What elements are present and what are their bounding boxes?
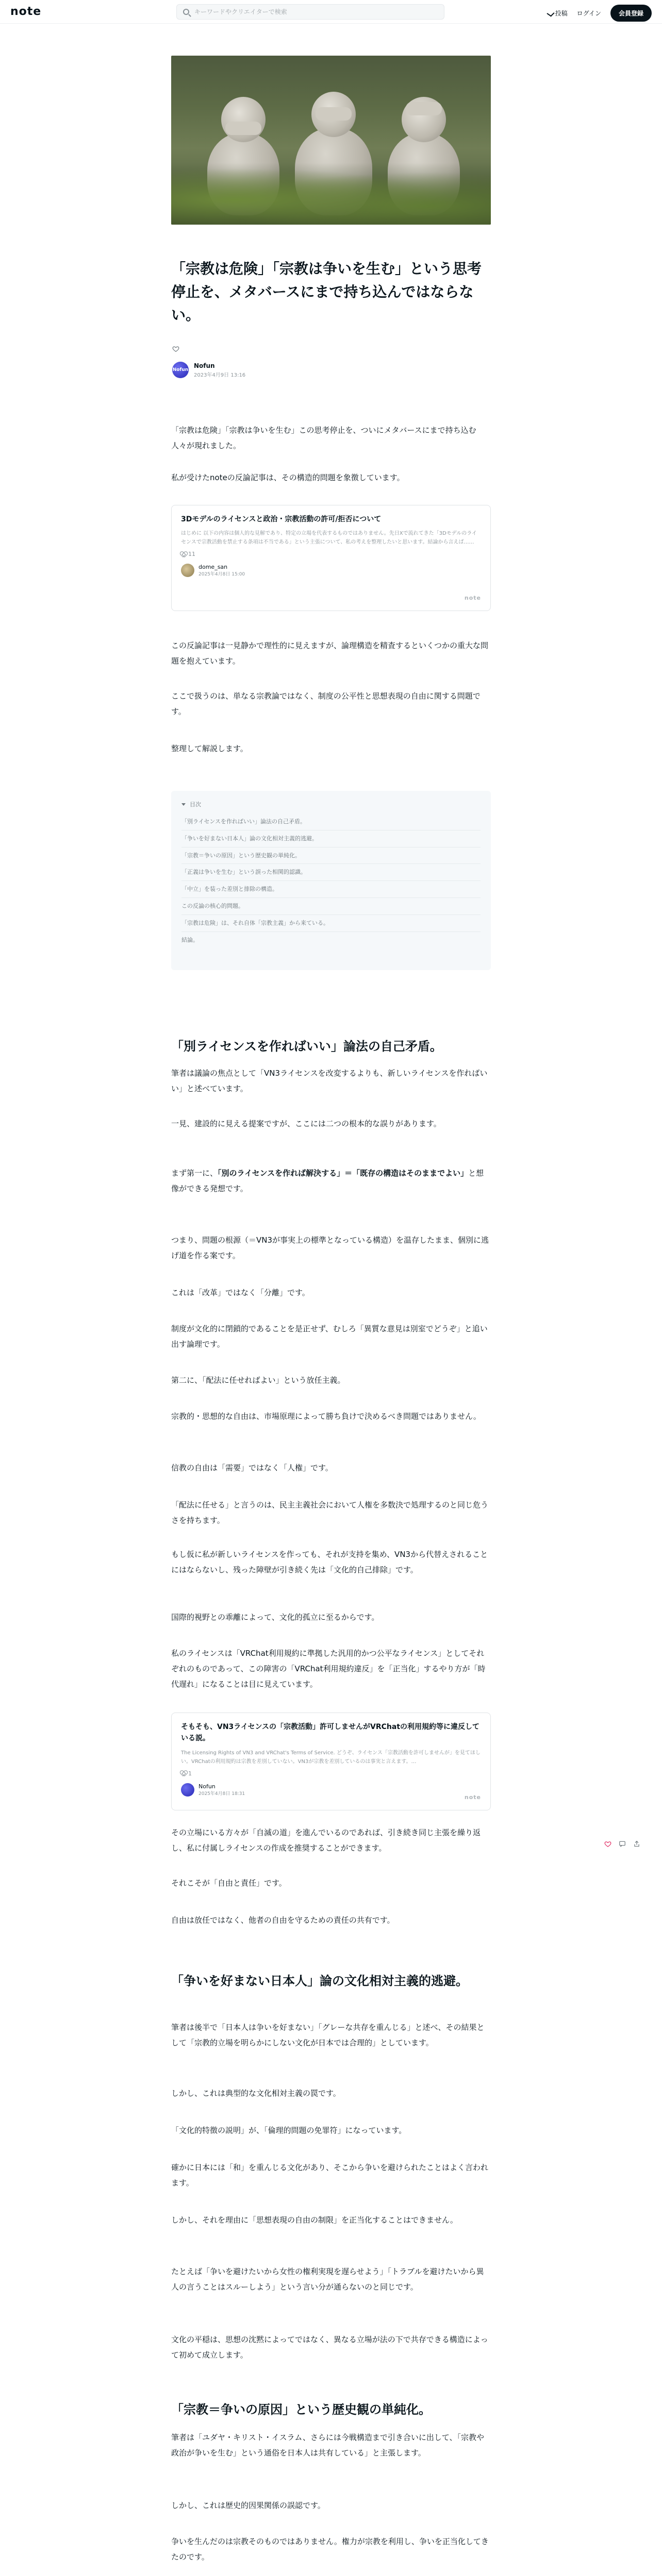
- paragraph: 整理して解説します。: [171, 744, 248, 753]
- share-icon[interactable]: [633, 1840, 640, 1848]
- moss-foreground: [171, 163, 491, 225]
- paragraph: しかし、それを理由に「思想表現の自由の制限」を正当化することはできません。: [171, 2215, 458, 2225]
- login-button[interactable]: ログイン: [576, 10, 601, 17]
- embed-date: 2025年4月8日 18:31: [198, 1791, 245, 1797]
- author-name[interactable]: Nofun: [194, 362, 215, 369]
- paragraph: ここで扱うのは、単なる宗教論ではなく、制度の公平性と思想表現の自由に関する問題です。: [171, 691, 481, 716]
- embed-description: The Licensing Rights of VN3 and VRChat's Terms of Service. どうぞ、ライセンス「宗教活動を許可しませんが」を見てほしい。VRChatの利用規約は宗教を差別していない。VN3が宗教を差別しているのは事実と言えます。…: [181, 1750, 481, 1765]
- paragraph: 筆者は後半で「日本人は争いを好まない」「グレーな共存を重んじる」と述べ、その結果として「宗教的立場を明らかにしない文化が日本では合理的」としています。: [171, 2023, 485, 2047]
- emphasis-text: 「別のライセンスを作れば解決する」＝「既存の構造はそのままでよい」: [218, 1168, 469, 1178]
- paragraph: 制度が文化的に閉鎖的であることを是正せず、むしろ「異質な意見は別室でどうぞ」と追い出す論理です。: [171, 1324, 488, 1349]
- paragraph: 自由は放任ではなく、他者の自由を守るための責任の共有です。: [171, 1916, 395, 1925]
- embed-author-name: dome_san: [198, 564, 228, 571]
- search-box[interactable]: [176, 4, 444, 20]
- post-label: 投稿: [555, 10, 568, 17]
- toc-toggle-icon[interactable]: [181, 803, 186, 806]
- toc-item[interactable]: 「別ライセンスを作ればいい」論法の自己矛盾。: [181, 814, 481, 831]
- paragraph: それこそが「自由と責任」です。: [171, 1878, 287, 1888]
- floating-action-bar: [604, 1840, 640, 1848]
- paragraph: この反論記事は一見静かで理性的に見えますが、論理構造を精査するといくつかの重大な問題を抱えています。: [171, 641, 489, 666]
- paragraph: 信教の自由は「需要」ではなく「人権」です。: [171, 1463, 333, 1472]
- comment-icon[interactable]: [619, 1840, 626, 1848]
- pen-icon: [547, 10, 554, 16]
- paragraph: 宗教的・思想的な自由は、市場原理によって勝ち負けで決めるべき問題ではありません。: [171, 1412, 481, 1421]
- paragraph: 確かに日本には「和」を重んじる文化があり、そこから争いを避けられたことはよく言われます。: [171, 2163, 489, 2188]
- paragraph: 筆者は議論の焦点として「VN3ライセンスを改変するよりも、新しいライセンスを作ればいい」と述べています。: [171, 1069, 488, 1093]
- toc-item[interactable]: 「中立」を装った差別と排除の構造。: [181, 881, 481, 898]
- site-header: [0, 0, 662, 24]
- paragraph: 私が受けたnoteの反論記事は、その構造的問題を象徴しています。: [171, 473, 405, 482]
- paragraph: 一見、建設的に見える提案ですが、ここには二つの根本的な誤りがあります。: [171, 1119, 441, 1128]
- toc-item[interactable]: 「宗教＝争いの原因」という歴史観の単純化。: [181, 848, 481, 865]
- paragraph: まず第一に、「別のライセンスを作れば解決する」＝「既存の構造はそのままでよい」と想像ができる発想です。: [171, 1168, 484, 1193]
- paragraph: 国際的視野との乖離によって、文化的孤立に至るからです。: [171, 1613, 379, 1622]
- search-input[interactable]: [194, 8, 432, 15]
- header-actions: [548, 5, 652, 22]
- signup-button[interactable]: 会員登録: [610, 5, 652, 22]
- post-button[interactable]: [548, 9, 568, 18]
- note-logo[interactable]: note: [10, 5, 42, 18]
- embed-card[interactable]: [171, 1713, 491, 1810]
- search-icon: [183, 9, 189, 15]
- paragraph: 「文化的特徴の説明」が、「倫理的問題の免罪符」になっています。: [171, 2126, 407, 2135]
- author-avatar[interactable]: Nofun: [172, 362, 189, 378]
- paragraph: 争いを生んだのは宗教そのものではありません。権力が宗教を利用し、争いを正当化してきたのです。: [171, 2537, 489, 2562]
- paragraph: つまり、問題の根源（＝VN3が事実上の標準となっている構造）を温存したまま、個別に逃げ道を作る案です。: [171, 1235, 489, 1260]
- note-brand-mark: note: [464, 1794, 481, 1801]
- toc-item[interactable]: 「宗教は危険」は、それ自体「宗教主義」から来ている。: [181, 915, 481, 932]
- embed-title[interactable]: そもそも、VN3ライセンスの「宗教活動」許可しませんがVRChatの利用規約等に違反している説。: [181, 1723, 480, 1743]
- paragraph: これは「改革」ではなく「分離」です。: [171, 1288, 310, 1297]
- paragraph: 筆者は「ユダヤ・キリスト・イスラム、さらには今戦構造まで引き合いに出して、「宗教や政治が争いを生む」という通俗を日本人は共有している」と主張します。: [171, 2433, 485, 2458]
- paragraph: しかし、これは歴史的因果関係の誤認です。: [171, 2501, 325, 2510]
- heart-icon[interactable]: [172, 345, 179, 352]
- embed-card[interactable]: [171, 505, 491, 611]
- author-row[interactable]: [172, 362, 245, 378]
- note-brand-mark: note: [464, 595, 481, 601]
- like-icon[interactable]: [604, 1840, 611, 1848]
- paragraph: 文化の平穏は、思想の沈黙によってではなく、異なる立場が法の下で共存できる構造によって初めて成立します。: [171, 2335, 488, 2360]
- paragraph: しかし、これは典型的な文化相対主義の罠です。: [171, 2089, 341, 2098]
- section-heading: 「別ライセンスを作ればいい」論法の自己矛盾。: [171, 1039, 442, 1054]
- section-heading: 「宗教＝争いの原因」という歴史観の単純化。: [171, 2402, 431, 2417]
- embed-like-count: 11: [181, 551, 481, 557]
- table-of-contents: [171, 791, 491, 970]
- toc-item[interactable]: この反論の核心的問題。: [181, 898, 481, 915]
- embed-like-count: 1: [181, 1770, 481, 1777]
- paragraph: その立場にいる方々が「自滅の道」を進んでいるのであれば、引き続き同じ主張を繰り返し、私に付属しライセンスの作成を推奨することができます。: [171, 1828, 481, 1853]
- paragraph: 「宗教は危険」「宗教は争いを生む」この思考停止を、ついにメタバースにまで持ち込む人々が現れました。: [171, 426, 476, 450]
- toc-item[interactable]: 「争いを好まない日本人」論の文化相対主義的逃避。: [181, 831, 481, 848]
- heart-icon: [181, 552, 186, 557]
- publish-date: 2023年4月9日 13:16: [194, 372, 246, 378]
- embed-title[interactable]: 3Dモデルのライセンスと政治・宗教活動の許可/拒否について: [181, 515, 382, 523]
- paragraph: もし仮に私が新しいライセンスを作っても、それが支持を集め、VN3から代替えされることにはならないし、残った障壁が引き続く先は「文化的自己排除」です。: [171, 1550, 488, 1574]
- paragraph: 第二に、「配法に任せればよい」という放任主義。: [171, 1376, 345, 1385]
- toc-heading[interactable]: 目次: [181, 800, 481, 808]
- embed-author-avatar: [181, 564, 194, 577]
- embed-date: 2025年4月8日 15:00: [198, 572, 245, 578]
- embed-author-avatar: [181, 1783, 194, 1797]
- embed-author-name: Nofun: [198, 1783, 216, 1790]
- paragraph: 「配法に任せる」と言うのは、民主主義社会において人権を多数決で処理するのと同じ危うさを持ちます。: [171, 1500, 489, 1525]
- section-heading: 「争いを好まない日本人」論の文化相対主義的逃避。: [171, 1974, 468, 1988]
- hero-image: [171, 56, 491, 225]
- article-title: 「宗教は危険」「宗教は争いを生む」という思考停止を、メタバースにまで持ち込んではならない。: [171, 260, 482, 324]
- embed-description: はじめに 以下の内容は個人的な見解であり、特定の立場を代表するものではありません。先日Xで流れてきた「3Dモデルのライセンスで宗教活動を禁止する条項は不当である」という主張について、私の考えを整理したいと思います。結論から言えば……: [181, 531, 477, 546]
- paragraph: たとえば「争いを避けたいから女性の権利実現を遅らせよう」「トラブルを避けたいから異人の言うことはスルーしよう」という言い分が通らないのと同じです。: [171, 2267, 484, 2292]
- toc-item[interactable]: 「正義は争いを生む」という誤った相関的認識。: [181, 864, 481, 881]
- toc-item[interactable]: 結論。: [181, 936, 198, 943]
- heart-icon: [181, 1771, 186, 1776]
- paragraph: 私のライセンスは「VRChat利用規約に準拠した汎用的かつ公平なライセンス」としてそれぞれのものであって、この障害の「VRChat利用規約違反」を「正当化」するやり方が「時代遅れ」になることは目に見えています。: [171, 1649, 486, 1689]
